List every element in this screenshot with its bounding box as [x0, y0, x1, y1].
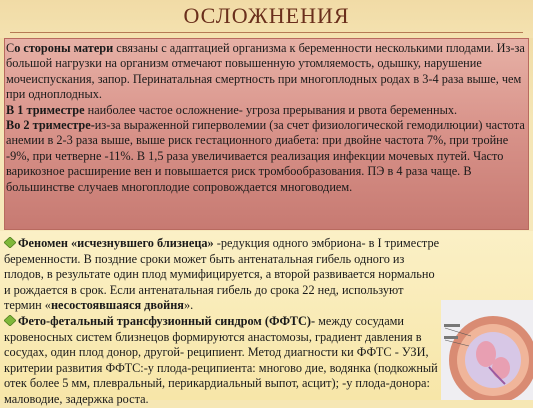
maternal-complications-text [6, 41, 526, 195]
bold-term-trimester-1: В 1 триместре [6, 102, 85, 117]
slide-title: ОСЛОЖНЕНИЯ [183, 3, 350, 28]
bold-term-failed-twins: несостоявшаяся двойня [50, 298, 184, 313]
diamond-bullet-icon [4, 315, 16, 326]
text-body: -редукция одного эмбриона- в I триместре беременности. В поздние сроки может быть антенатальная гибель одного из плодов, в результате один плод мумифицируется, а второй развивается нормально и рождается в срок. Если антенатальная гибель до срока 22 нед, используют термин « [4, 236, 440, 313]
text-body: наиболее частое осложнение- угроза прерывания и рвота беременных. [84, 102, 458, 117]
paragraph-vanishing-twin [4, 236, 442, 314]
text-body: между сосудами кровеносных систем близнецов формируются анастомозы, градиент давления в сосудах, один плод донор, другой- реципиент. Метод диагности ки ФФТС - УЗИ, критерии развития ФФТС:-у плода-реципиента: многово дие, водянка (подкожный отек более 5 мм, плевральный, перикардиальный выпот, асцит); -у плода-донора: маловодие, задержка роста. [4, 313, 438, 406]
uterus-icon [441, 300, 533, 400]
twin-syndromes-text [4, 236, 442, 408]
bold-term-trimester-2: Во 2 триместре- [6, 118, 95, 133]
paragraph-maternal [6, 41, 526, 103]
text-body: из-за выраженной гиперволемии (за счет физиологической гемодилюции) частота анемии в 2-3 раза выше, выше риск гестационного диабета: при двойне частота 7%, при тройне -9%, при четверне -11%. В 1,5 раза увеличивается реализация инфекции мочевых путей. Часто варикозное расширение вен и повышается риск тромбообразования. ПЭ в 4 раза чаще. В большинстве случаев многоплодие сопровождается многоводием. [6, 118, 525, 194]
twins-in-uterus-illustration [441, 300, 533, 400]
text-end: ». [183, 298, 194, 313]
bold-term-vanishing-twin: Феномен «исчезнувшего близнеца» [18, 236, 214, 250]
text-prefix: С [6, 41, 15, 55]
diamond-bullet-icon [4, 237, 16, 248]
paragraph-trimester-2 [6, 118, 526, 195]
text-body: связаны с адаптацией организма к беременности несколькими плодами. Из-за большой нагрузки на организм отмечают повышенную утомляемость, одышку, нарушение мочеиспускания, запор. Перинатальная смертность при многоплодных родах в 3-4 раза выше, чем при одноплодных. [6, 41, 525, 102]
title-underline [10, 32, 523, 33]
paragraph-trimester-1 [6, 103, 526, 118]
bold-term-maternal: о стороны матери [14, 41, 114, 55]
bold-term-fftts: Фето-фетальный трансфузионный синдром (ФФТС)- [18, 313, 316, 328]
paragraph-fftts [4, 314, 442, 408]
